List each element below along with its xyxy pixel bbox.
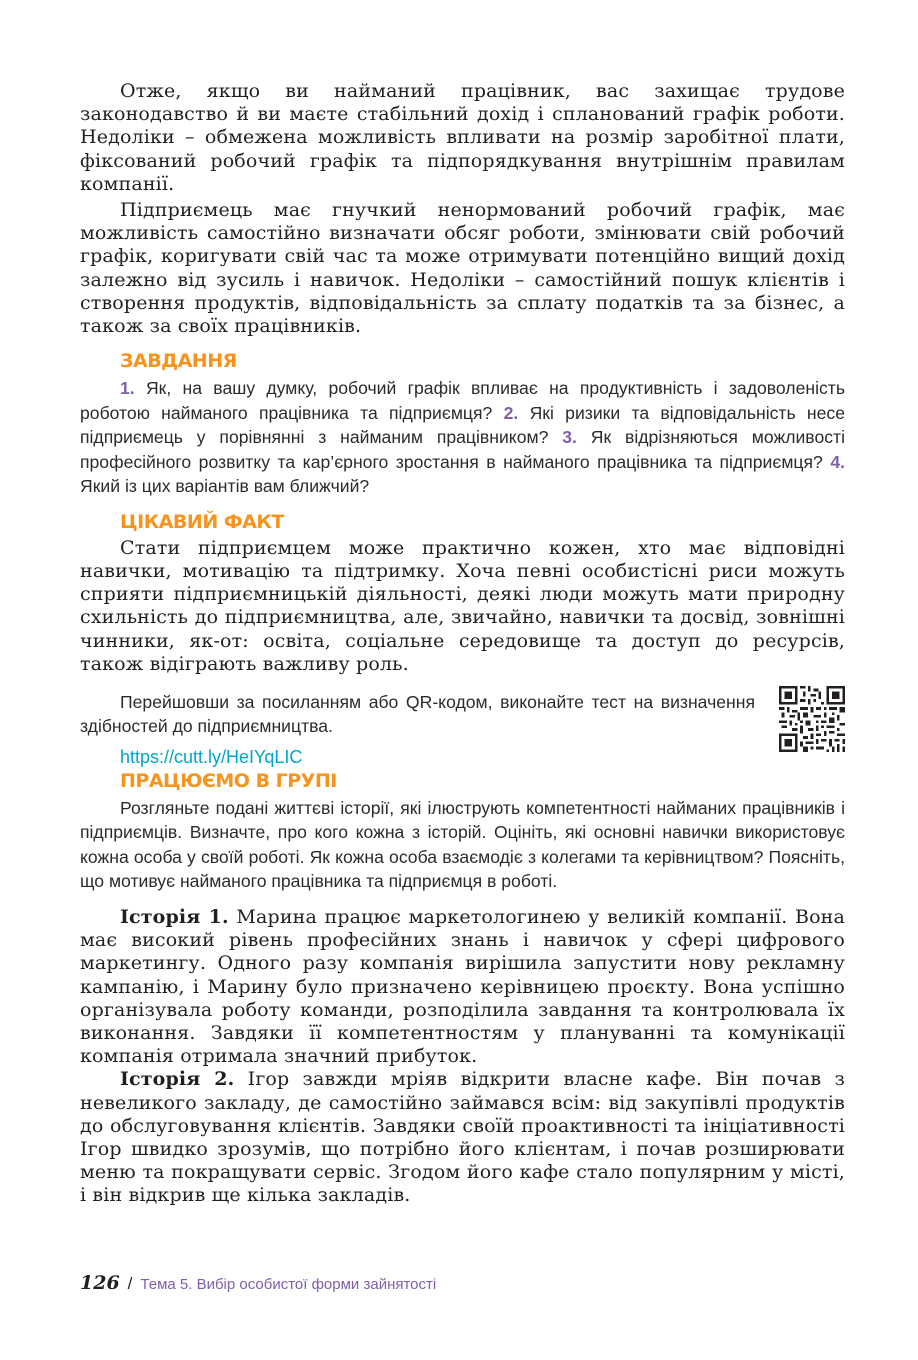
task-list bbox=[80, 376, 845, 499]
page-number: 126 bbox=[80, 1272, 120, 1294]
fact-heading: ЦІКАВИЙ ФАКТ bbox=[120, 510, 284, 533]
story-2-text: Ігор завжди мріяв відкрити власне кафе. Він почав з невеликого закладу, де самостійно займався всім: від закупівлі продуктів до обслуговування клієнтів. Завдяки своїй проактивності та ініціативності Ігор швидко зрозумів, що потрібно його клієнтам, і почав розширювати меню та покращувати сервіс. Згодом його кафе стало популярним у місті, і він відкрив ще кілька закладів. bbox=[80, 1068, 845, 1207]
footer-separator: / bbox=[127, 1274, 133, 1293]
task-heading: ЗАВДАННЯ bbox=[120, 350, 237, 373]
story-1-label: Історія 1. bbox=[120, 905, 229, 928]
task-text-3: Як відрізняються можливості професійного розвитку та кар’єрного зростання в найманого працівника та підприємця? bbox=[80, 427, 846, 472]
task-num-1: 1. bbox=[120, 378, 135, 399]
task-num-2: 2. bbox=[503, 402, 519, 423]
test-link[interactable]: https://cutt.ly/HeIYqLIC bbox=[120, 746, 303, 767]
task-text-2: Які ризики та відповідальність несе підприємець у порівнянні з найманим працівником? bbox=[80, 402, 845, 448]
task-text-4: Який із цих варіантів вам ближчий? bbox=[80, 476, 370, 497]
story-2 bbox=[80, 1068, 845, 1207]
footer-section: Тема 5. Вибір особистої форми зайнятості bbox=[140, 1276, 437, 1293]
page-footer bbox=[80, 1272, 436, 1294]
task-text-1: Як, на вашу думку, робочий графік впливає на продуктивність і задоволеність роботою найманого працівника та підприємця? bbox=[80, 378, 846, 423]
qr-code-icon[interactable] bbox=[779, 686, 845, 752]
test-text: Перейшовши за посиланням або QR-кодом, виконайте тест на визначення здібностей до підприємництва. bbox=[80, 691, 755, 737]
page-content bbox=[80, 80, 845, 1208]
story-2-label: Історія 2. bbox=[120, 1068, 235, 1091]
test-block bbox=[80, 690, 845, 739]
body-paragraph-2: Підприємець має гнучкий ненормований робочий графік, має можливість самостійно визначати обсяг роботи, змінювати свій робочий графік, коригувати свій час та може отримувати потенційно вищий дохід залежно від зусиль і навичок. Недоліки – самостійний пошук клієнтів і створення продуктів, відповідальність за сплату податків та за бізнес, а також за своїх працівників. bbox=[80, 199, 845, 338]
group-text: Розгляньте подані життєві історії, які ілюструють компетентності найманих працівників і підприємців. Визначте, про кого кожна з історій. Оцініть, які основні навички використовує кожна особа у своїй роботі. Як кожна особа взаємодіє з колегами та керівництвом? Поясніть, що мотивує найманого працівника та підприємця в роботі. bbox=[80, 797, 845, 892]
fact-text: Стати підприємцем може практично кожен, хто має відповідні навички, мотивацію та підтримку. Хоча певні особистісні риси можуть сприяти підприємницькій діяльності, деякі люди можуть мати природну схильність до підприємництва, але, звичайно, навички та досвід, зовнішні чинники, як-от: освіта, соціальне середовище та доступ до ресурсів, також відіграють важливу роль. bbox=[80, 536, 845, 675]
group-heading: ПРАЦЮЄМО В ГРУПІ bbox=[120, 769, 337, 792]
task-num-3: 3. bbox=[562, 427, 577, 448]
story-1 bbox=[80, 906, 845, 1068]
task-num-4: 4. bbox=[830, 451, 845, 472]
story-1-text: Марина працює маркетологинею у великій компанії. Вона має високий рівень професійних знань і навичок у сфері цифрового маркетингу. Одного разу компанія вирішила запустити нову рекламну кампанію, і Марину було призначено керівницею проєкту. Вона успішно організувала роботу команди, розподілила завдання та контролювала їх виконання. Завдяки її компетентностям у плануванні та комунікації компанія отримала значний прибуток. bbox=[80, 905, 845, 1068]
body-paragraph-1: Отже, якщо ви найманий працівник, вас захищає трудове законодавство й ви маєте стабільний дохід і спланований графік роботи. Недоліки – обмежена можливість впливати на розмір заробітної плати, фіксований робочий графік та підпорядкування внутрішнім правилам компанії. bbox=[80, 80, 845, 195]
